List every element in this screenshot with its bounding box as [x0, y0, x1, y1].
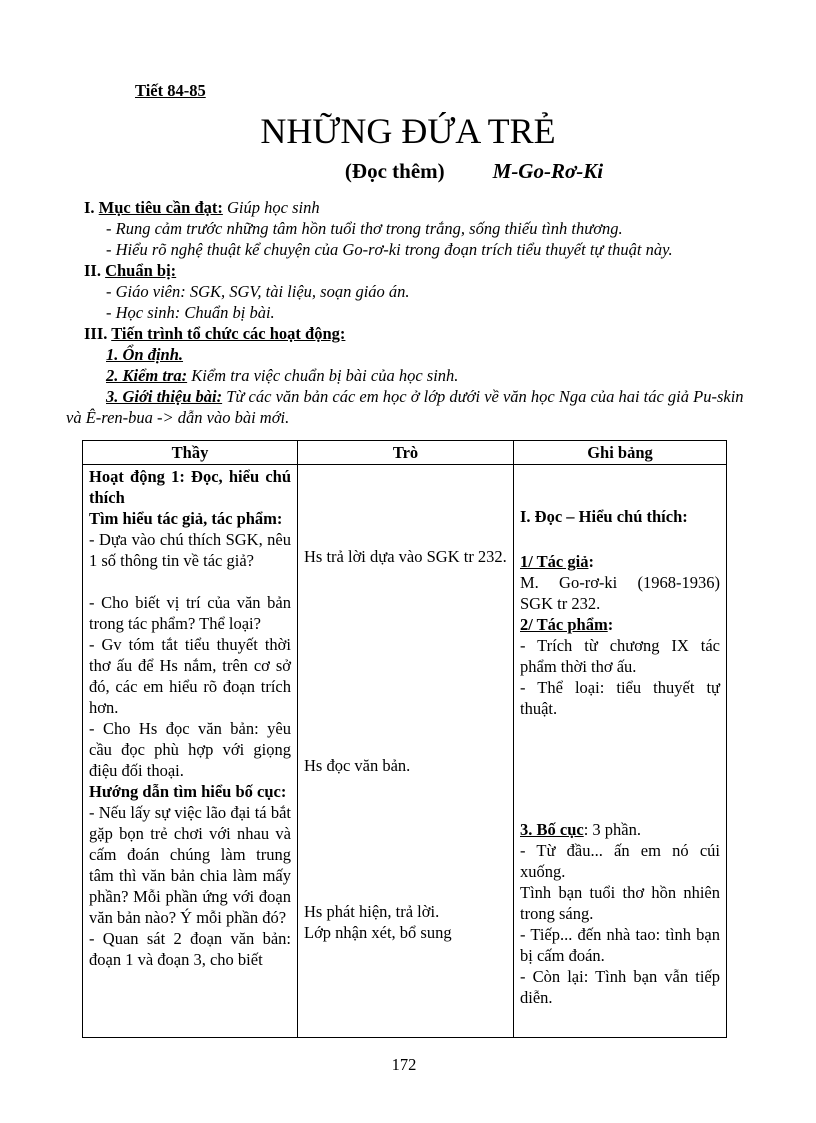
column-header-student: Trò: [298, 441, 514, 465]
student-answer: Hs phát hiện, trả lời.: [304, 902, 440, 921]
board-author-text: M. Go-rơ-ki (1968-1936) SGK tr 232.: [520, 573, 720, 613]
lesson-activity-table: [82, 440, 727, 1038]
column-header-teacher: Thầy: [83, 441, 298, 465]
board-author-colon: :: [588, 552, 594, 571]
student-answer: Hs trả lời dựa vào SGK tr 232.: [304, 547, 507, 566]
board-author-heading: [520, 551, 720, 572]
teacher-question: - Quan sát 2 đoạn văn bản: đoạn 1 và đoạn 3, cho biết: [89, 929, 291, 969]
board-structure-item: - Tiếp... đến nhà tao: tình bạn bị cấm đoán.: [520, 925, 720, 965]
section-heading-intro: Giúp học sinh: [222, 198, 320, 217]
teacher-question: - Cho Hs đọc văn bản: yêu cầu đọc phù hợp với giọng điệu đối thoại.: [89, 719, 291, 780]
section-numeral: II.: [84, 261, 106, 280]
section-objectives-heading: [66, 197, 750, 218]
board-structure-heading: [520, 819, 720, 840]
reading-note: (Đọc thêm): [344, 159, 445, 183]
section-preparation-heading: [66, 260, 750, 281]
activity-subheading: Tìm hiểu tác giả, tác phẩm:: [89, 509, 283, 528]
board-structure-rest: : 3 phần.: [583, 820, 642, 839]
board-work-item: - Thể loại: tiểu thuyết tự thuật.: [520, 678, 720, 718]
table-body-row: [83, 465, 727, 1038]
board-work-heading: [520, 614, 720, 635]
objective-item: - Rung cảm trước những tâm hồn tuổi thơ trong trắng, sống thiếu tình thương.: [106, 219, 623, 238]
process-step-label: 1. Ổn định.: [106, 345, 184, 364]
lesson-number: Tiết 84-85: [135, 81, 206, 100]
teacher-question: - Dựa vào chú thích SGK, nêu 1 số thông tin về tác giả?: [89, 530, 291, 570]
author-name: M-Go-Rơ-Ki: [492, 159, 604, 183]
teacher-question: - Cho biết vị trí của văn bản trong tác phẩm? Thể loại?: [89, 593, 291, 633]
structure-guide-heading: Hướng dẫn tìm hiểu bố cục:: [89, 782, 287, 801]
board-column: [514, 465, 727, 1038]
objective-item: - Hiểu rõ nghệ thuật kể chuyện của Go-rơ-ki trong đoạn trích tiểu thuyết tự thuật này.: [106, 240, 673, 259]
process-step-text: Từ các văn bản các em học ở lớp dưới về văn học Nga của hai tác giả Pu-skin và Ê-ren-bua -> dẫn vào bài mới.: [66, 387, 744, 427]
section-heading-label: Tiến trình tổ chức các hoạt động:: [111, 324, 346, 343]
process-step-label: 2. Kiểm tra:: [106, 366, 188, 385]
subtitle-row: [132, 157, 816, 185]
board-work-item: - Trích từ chương IX tác phẩm thời thơ ấu.: [520, 636, 720, 676]
activity-heading: Hoạt động 1: Đọc, hiểu chú thích: [89, 467, 291, 507]
section-heading-label: Mục tiêu cần đạt:: [98, 198, 223, 217]
board-structure-item: - Từ đầu... ấn em nó cúi xuống.: [520, 841, 720, 881]
process-step: [66, 386, 750, 428]
section-heading-label: Chuẩn bị:: [105, 261, 177, 280]
process-step-label: 3. Giới thiệu bài:: [106, 387, 223, 406]
preparation-item: - Học sinh: Chuẩn bị bài.: [106, 303, 275, 322]
section-numeral: III.: [84, 324, 112, 343]
preparation-item: - Giáo viên: SGK, SGV, tài liệu, soạn giáo án.: [106, 282, 410, 301]
student-answer: Lớp nhận xét, bổ sung: [304, 923, 452, 942]
page-number: 172: [391, 1055, 417, 1074]
board-work-colon: :: [607, 615, 614, 634]
table-header-row: [83, 441, 727, 465]
process-step: [66, 365, 750, 386]
teacher-column: [83, 465, 298, 1038]
student-column: [298, 465, 514, 1038]
column-header-board: Ghi bảng: [514, 441, 727, 465]
section-numeral: I.: [84, 198, 99, 217]
page-title: NHỮNG ĐỨA TRẺ: [260, 111, 556, 151]
board-author-label: 1/ Tác giả: [520, 552, 589, 571]
lesson-sections: [66, 197, 750, 428]
student-answer: Hs đọc văn bản.: [304, 756, 411, 775]
board-structure-item: - Còn lại: Tình bạn vẫn tiếp diễn.: [520, 967, 720, 1007]
board-structure-item: Tình bạn tuổi thơ hồn nhiên trong sáng.: [520, 883, 720, 923]
section-process-heading: [66, 323, 750, 344]
process-step-text: Kiểm tra việc chuẩn bị bài của học sinh.: [187, 366, 459, 385]
teacher-question: - Nếu lấy sự việc lão đại tá bắt gặp bọn trẻ chơi với nhau và cấm đoán chúng làm trung tâm thì văn bản chia làm mấy phần? Mỗi phần ứng với đoạn văn bản nào? Ý mỗi phần đó?: [89, 803, 291, 927]
board-heading: I. Đọc – Hiểu chú thích:: [520, 507, 688, 526]
board-structure-label: 3. Bố cục: [520, 820, 584, 839]
process-step: [66, 344, 750, 365]
board-work-label: 2/ Tác phẩm: [520, 615, 608, 634]
teacher-question: - Gv tóm tắt tiểu thuyết thời thơ ấu để Hs nắm, trên cơ sở đó, các em hiểu rõ đoạn trích hơn.: [89, 635, 291, 717]
